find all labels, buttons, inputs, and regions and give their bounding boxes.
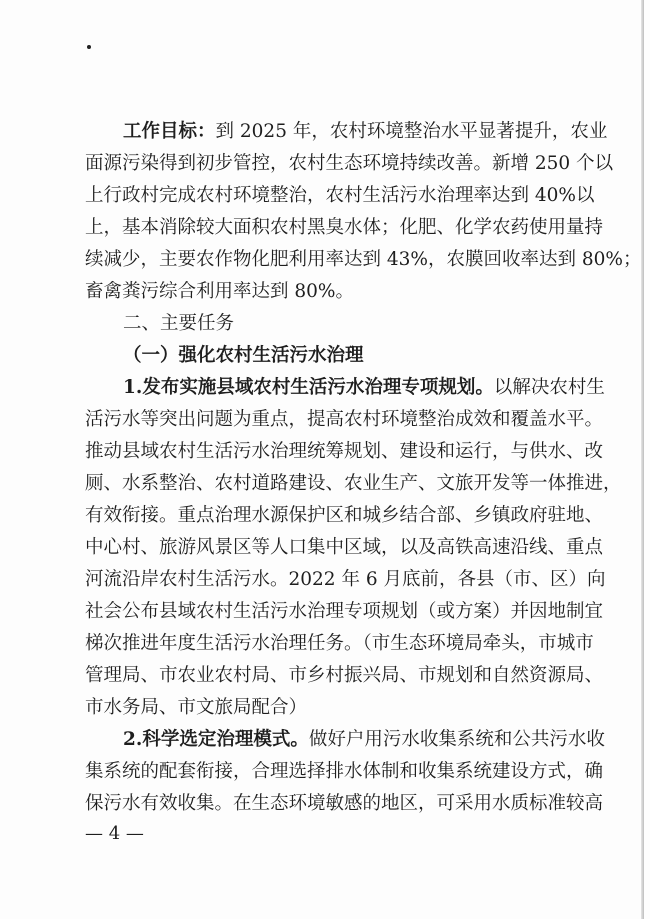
body-text: 梯次推进年度生活污水治理任务。（市生态环境局牵头，市城市 xyxy=(85,633,594,654)
body-text: 管理局、市农业农村局、市乡村振兴局、市规划和自然资源局、 xyxy=(85,665,604,686)
bold-heading-text: 2.科学选定治理模式。 xyxy=(123,729,309,750)
body-text: 续减少，主要农作物化肥利用率达到 43%，农膜回收率达到 80%； xyxy=(85,249,642,270)
body-text: 集系统的配套衔接，合理选择排水体制和收集系统建设方式，确 xyxy=(85,761,604,782)
document-body xyxy=(85,116,642,820)
body-text: 面源污染得到初步管控，农村生态环境持续改善。新增 250 个以 xyxy=(85,153,614,174)
body-text: 厕、水系整治、农村道路建设、农业生产、文旅开发等一体推进， xyxy=(85,473,622,494)
body-text: 活污水等突出问题为重点，提高农村环境整治成效和覆盖水平。 xyxy=(85,409,604,430)
text-line xyxy=(85,212,604,244)
body-text: 二、主要任务 xyxy=(123,313,235,334)
body-text: 做好户用污水收集系统和公共污水收 xyxy=(308,729,605,750)
text-line xyxy=(85,596,604,628)
bold-heading-text: 工作目标： xyxy=(123,121,216,142)
text-line xyxy=(85,468,622,500)
body-text: 推动县域农村生活污水治理统筹规划、建设和运行，与供水、改 xyxy=(85,441,604,462)
text-line xyxy=(85,564,606,596)
body-text: 上行政村完成农村环境整治，农村生活污水治理率达到 40%以 xyxy=(85,185,595,206)
text-line xyxy=(85,788,604,820)
body-text: 河流沿岸农村生活污水。2022 年 6 月底前，各县（市、区）向 xyxy=(85,569,606,590)
text-line xyxy=(85,180,595,212)
text-line xyxy=(85,724,605,756)
text-line xyxy=(85,116,608,148)
text-line xyxy=(85,372,605,404)
text-line xyxy=(85,148,614,180)
text-line xyxy=(85,436,604,468)
text-line xyxy=(85,628,594,660)
text-line xyxy=(85,308,569,340)
text-line xyxy=(85,500,604,532)
text-line xyxy=(85,244,642,276)
text-line xyxy=(85,756,604,788)
text-line xyxy=(85,660,604,692)
text-line xyxy=(85,692,569,724)
body-text: 市水务局、市文旅局配合） xyxy=(85,697,308,718)
scan-page-edge xyxy=(641,0,644,919)
body-text: 到 2025 年，农村环境整治水平显著提升，农业 xyxy=(215,121,608,142)
body-text: 中心村、旅游风景区等人口集中区域，以及高铁高速沿线、重点 xyxy=(85,537,604,558)
text-line xyxy=(85,340,569,372)
body-text: 上，基本消除较大面积农村黑臭水体；化肥、化学农药使用量持 xyxy=(85,217,604,238)
body-text: 有效衔接。重点治理水源保护区和城乡结合部、乡镇政府驻地、 xyxy=(85,505,604,526)
bold-heading-text: （一）强化农村生活污水治理 xyxy=(123,345,364,366)
scan-dot-mark xyxy=(87,45,91,49)
body-text: 以解决农村生 xyxy=(493,377,605,398)
text-line xyxy=(85,276,569,308)
page-number: — 4 — xyxy=(85,823,144,844)
body-text: 保污水有效收集。在生态环境敏感的地区，可采用水质标准较高 xyxy=(85,793,604,814)
bold-heading-text: 1.发布实施县域农村生活污水治理专项规划。 xyxy=(123,377,494,398)
text-line xyxy=(85,404,604,436)
body-text: 社会公布县域农村生活污水治理专项规划（或方案）并因地制宜 xyxy=(85,601,604,622)
text-line xyxy=(85,532,604,564)
body-text: 畜禽粪污综合利用率达到 80%。 xyxy=(85,281,355,302)
